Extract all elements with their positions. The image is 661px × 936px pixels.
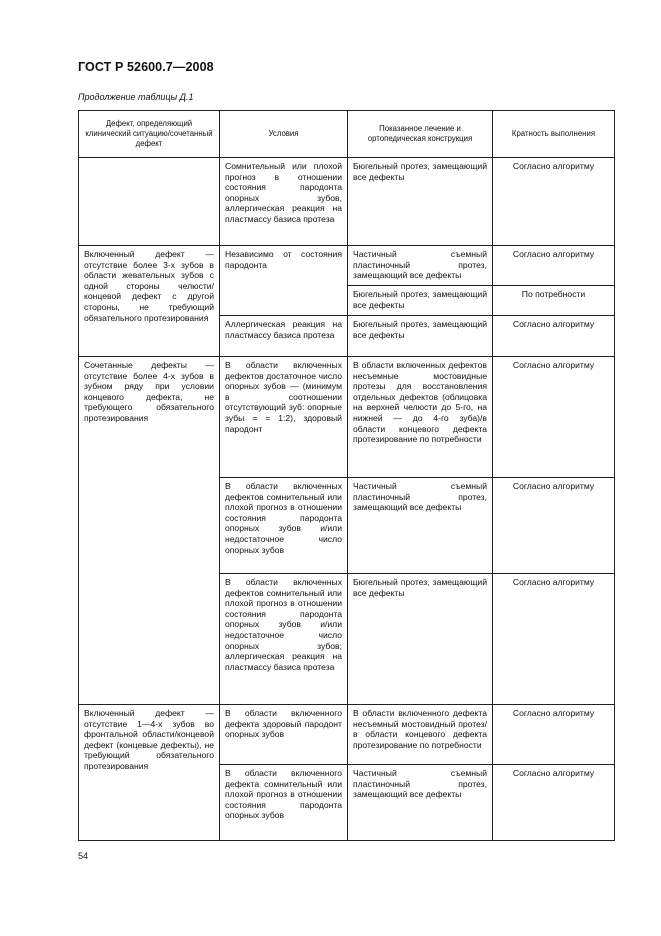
table-row bbox=[79, 246, 615, 286]
document-title: ГОСТ Р 52600.7—2008 bbox=[78, 60, 214, 74]
treatment-cell: Бюгельный протез, замещающий все дефекты bbox=[348, 158, 493, 246]
frequency-cell: Согласно алгоритму bbox=[493, 158, 615, 246]
frequency-cell: По потребности bbox=[493, 286, 615, 316]
table-continuation-caption: Продолжение таблицы Д.1 bbox=[78, 92, 194, 102]
condition-cell: В области включенного дефекта здоровый пародонт опорных зубов bbox=[220, 705, 348, 765]
treatment-cell: В области включенных дефектов несъемные мостовидные протезы для восстановления отдельных дефектов (облицовка на верхней челюсти до 5-го, на нижней — до 4-го зуба)/в области концевого дефекта протезирование по потребности bbox=[348, 357, 493, 478]
defect-cell: Включенный дефект — отсутствие более 3-х зубов в области жевательных зубов с одной стороны челюсти/концевой дефект с другой стороны, не требующий обязательного протезирования bbox=[79, 246, 220, 357]
condition-cell: В области включенных дефектов сомнительный или плохой прогноз в отношении состояния пародонта опорных зубов и/или недостаточное число опорных зубов bbox=[220, 478, 348, 574]
treatment-cell: Бюгельный протез, замещающий все дефекты bbox=[348, 286, 493, 316]
condition-cell: В области включенных дефектов достаточное число опорных зубов — (минимум в соотношении отсутствующий зуб: опорные зубы = = 1:2), здоровый пародонт bbox=[220, 357, 348, 478]
frequency-cell: Согласно алгоритму bbox=[493, 765, 615, 841]
condition-cell: Сомнительный или плохой прогноз в отношении состояния пародонта опорных зубов, аллергическая реакция на пластмассу базиса протеза bbox=[220, 158, 348, 246]
treatment-cell: В области включенного дефекта несъемный мостовидный протез/в области концевого дефекта протезирование по потребности bbox=[348, 705, 493, 765]
condition-cell: Аллергическая реакция на пластмассу базиса протеза bbox=[220, 316, 348, 357]
table-row bbox=[79, 158, 615, 246]
treatment-cell: Частичный съемный пластиночный протез, замещающий все дефекты bbox=[348, 478, 493, 574]
frequency-cell: Согласно алгоритму bbox=[493, 246, 615, 286]
treatment-cell: Частичный съемный пластиночный протез, замещающий все дефекты bbox=[348, 765, 493, 841]
defect-cell-empty bbox=[79, 158, 220, 246]
treatment-cell: Бюгельный протез, замещающий все дефекты bbox=[348, 316, 493, 357]
page-number: 54 bbox=[78, 851, 89, 861]
frequency-cell: Согласно алгоритму bbox=[493, 478, 615, 574]
treatment-table bbox=[78, 110, 615, 841]
condition-cell: В области включенного дефекта сомнительный или плохой прогноз в отношении состояния пародонта опорных зубов bbox=[220, 765, 348, 841]
header-conditions: Условия bbox=[220, 111, 348, 158]
defect-cell: Сочетанные дефекты — отсутствие более 4-х зубов в зубном ряду при условии концевого дефекта, не требующего обязательного протезирования bbox=[79, 357, 220, 705]
frequency-cell: Согласно алгоритму bbox=[493, 574, 615, 705]
header-frequency: Кратность выполнения bbox=[493, 111, 615, 158]
condition-cell: Независимо от состояния пародонта bbox=[220, 246, 348, 316]
defect-cell: Включенный дефект — отсутствие 1—4-х зубов во фронтальной области/концевой дефект (концевые дефекты), не требующий обязательного протезирования bbox=[79, 705, 220, 841]
header-treatment: Показанное лечение и ортопедическая конструкция bbox=[348, 111, 493, 158]
condition-cell: В области включенных дефектов сомнительный или плохой прогноз в отношении состояния пародонта опорных зубов и/или недостаточное число опорных зубов; аллергическая реакция на пластмассу базиса протеза bbox=[220, 574, 348, 705]
header-defect: Дефект, определяющий клинический ситуацию/сочетанный дефект bbox=[79, 111, 220, 158]
frequency-cell: Согласно алгоритму bbox=[493, 705, 615, 765]
table-row bbox=[79, 357, 615, 478]
table-header-row bbox=[79, 111, 615, 158]
table-row bbox=[79, 705, 615, 765]
frequency-cell: Согласно алгоритму bbox=[493, 357, 615, 478]
frequency-cell: Согласно алгоритму bbox=[493, 316, 615, 357]
treatment-cell: Бюгельный протез, замещающий все дефекты bbox=[348, 574, 493, 705]
treatment-cell: Частичный съемный пластиночный протез, замещающий все дефекты bbox=[348, 246, 493, 286]
